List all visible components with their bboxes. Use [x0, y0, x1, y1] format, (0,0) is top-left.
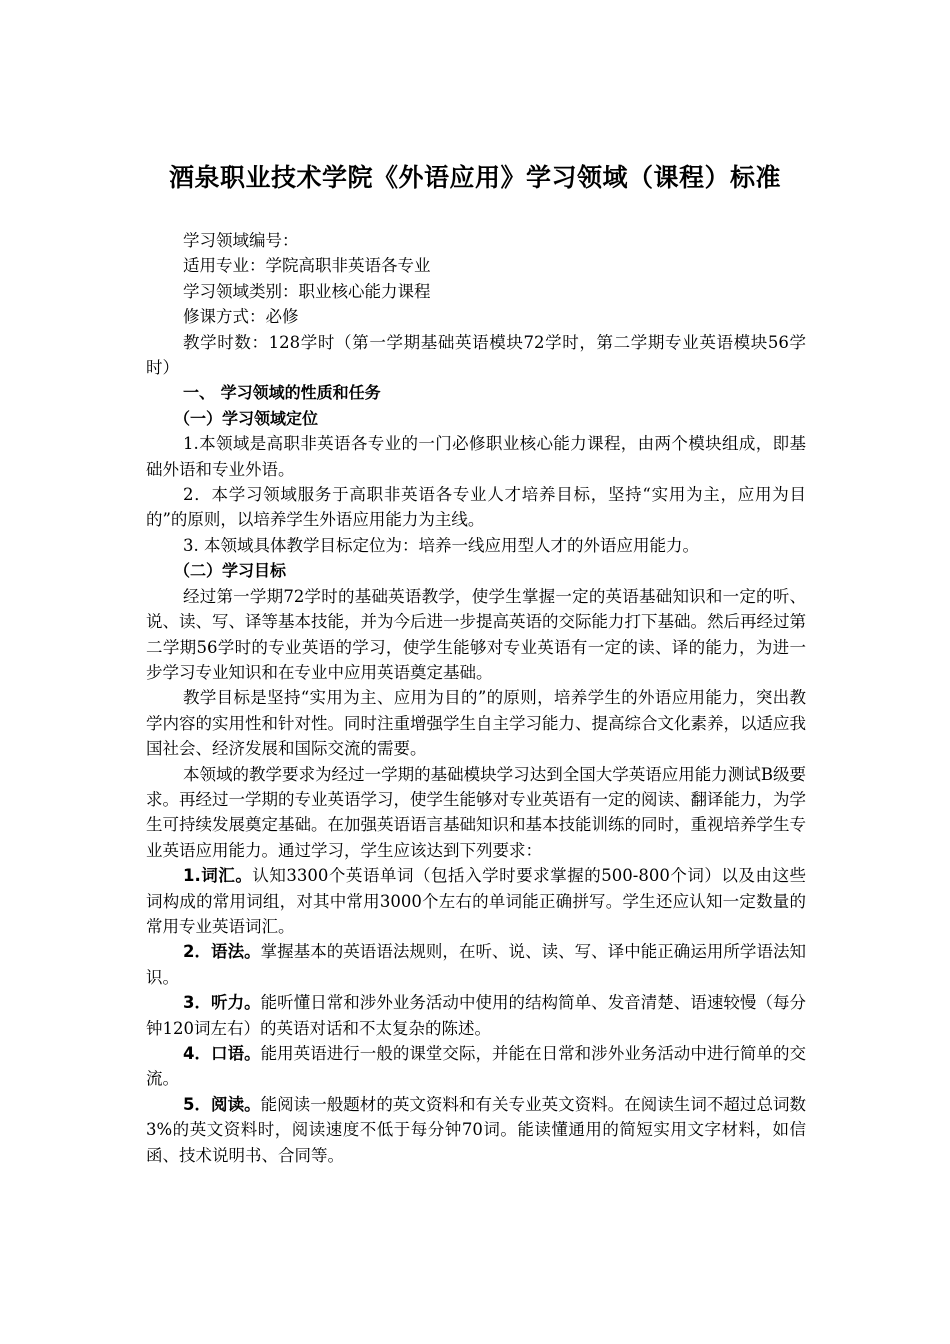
meta-field-code: 学习领域编号：: [183, 231, 299, 250]
requirement-text: 掌握基本的英语语法规则，在听、说、读、写、译中能正确运用所学语法知识。: [146, 942, 807, 987]
meta-field-major: 适用专业：学院高职非英语各专业: [183, 256, 431, 276]
paragraph: 2．本学习领域服务于高职非英语各专业人才培养目标，坚持“实用为主，应用为目的”的原则，以培养学生外语应用能力为主线。: [146, 485, 806, 530]
paragraph: 经过第一学期72学时的基础英语教学，使学生掌握一定的英语基础知识和一定的听、说、读、写、译等基本技能，并为今后进一步提高英语的交际能力打下基础。然后再经过第二学期56学时的专业英语的学习，使学生能够对专业英语有一定的读、译的能力，为进一步学习专业知识和在专业中应用英语奠定基础。: [146, 586, 806, 682]
requirement-item: [146, 863, 806, 939]
requirement-lead: 2．语法。: [183, 942, 261, 962]
paragraph: 3. 本领域具体教学目标定位为：培养一线应用型人才的外语应用能力。: [183, 535, 699, 555]
requirement-item: [146, 939, 806, 990]
meta-field-hours: 教学时数：128学时（第一学期基础英语模块72学时，第二学期专业英语模块56学时）: [146, 332, 806, 378]
paragraph: 教学目标是坚持“实用为主、应用为目的”的原则，培养学生的外语应用能力，突出教学内容的实用性和针对性。同时注重增强学生自主学习能力、提高综合文化素养，以适应我国社会、经济发展和国际交流的需要。: [146, 688, 806, 759]
document-title: 酒泉职业技术学院《外语应用》学习领域（课程）标准: [168, 163, 781, 192]
requirement-item: [146, 1041, 806, 1092]
meta-field-mode: 修课方式：必修: [183, 307, 299, 327]
requirement-text: 能阅读一般题材的英文资料和有关专业英文资料。在阅读生词不超过总词数3%的英文资料时，阅读速度不低于每分钟70词。能读懂通用的简短实用文字材料，如信函、技术说明书、合同等。: [146, 1094, 807, 1165]
document-body: [146, 228, 806, 1168]
paragraph: 本领域的教学要求为经过一学期的基础模块学习达到全国大学英语应用能力测试B级要求。再经过一学期的专业英语学习，使学生能够对专业英语有一定的阅读、翻译能力，为学生可持续发展奠定基础。在加强英语语言基础知识和基本技能训练的同时，重视培养学生专业英语应用能力。通过学习，学生应该达到下列要求：: [146, 764, 806, 860]
meta-field-category: 学习领域类别：职业核心能力课程: [183, 281, 431, 301]
requirement-lead: 5．阅读。: [183, 1094, 261, 1114]
section-heading: 一、 学习领域的性质和任务: [183, 383, 381, 403]
requirement-text: 能听懂日常和涉外业务活动中使用的结构简单、发音清楚、语速较慢（每分钟120词左右）的英语对话和不太复杂的陈述。: [146, 993, 807, 1038]
requirement-item: [146, 990, 806, 1041]
requirement-lead: 3．听力。: [183, 993, 261, 1013]
requirement-text: 认知3300个英语单词（包括入学时要求掌握的500-800个词）以及由这些词构成的常用词组，对其中常用3000个左右的单词能正确拼写。学生还应认知一定数量的常用专业英语词汇。: [146, 866, 806, 936]
requirement-text: 能用英语进行一般的课堂交际，并能在日常和涉外业务活动中进行简单的交流。: [146, 1044, 807, 1089]
requirement-item: [146, 1092, 806, 1168]
subsection-heading: （二）学习目标: [174, 561, 287, 581]
requirement-lead: 4．口语。: [183, 1044, 261, 1063]
requirement-lead: 1.词汇。: [183, 866, 253, 886]
subsection-heading: （一）学习领域定位: [174, 408, 319, 428]
paragraph: 1.本领域是高职非英语各专业的一门必修职业核心能力课程，由两个模块组成，即基础外语和专业外语。: [146, 434, 806, 479]
